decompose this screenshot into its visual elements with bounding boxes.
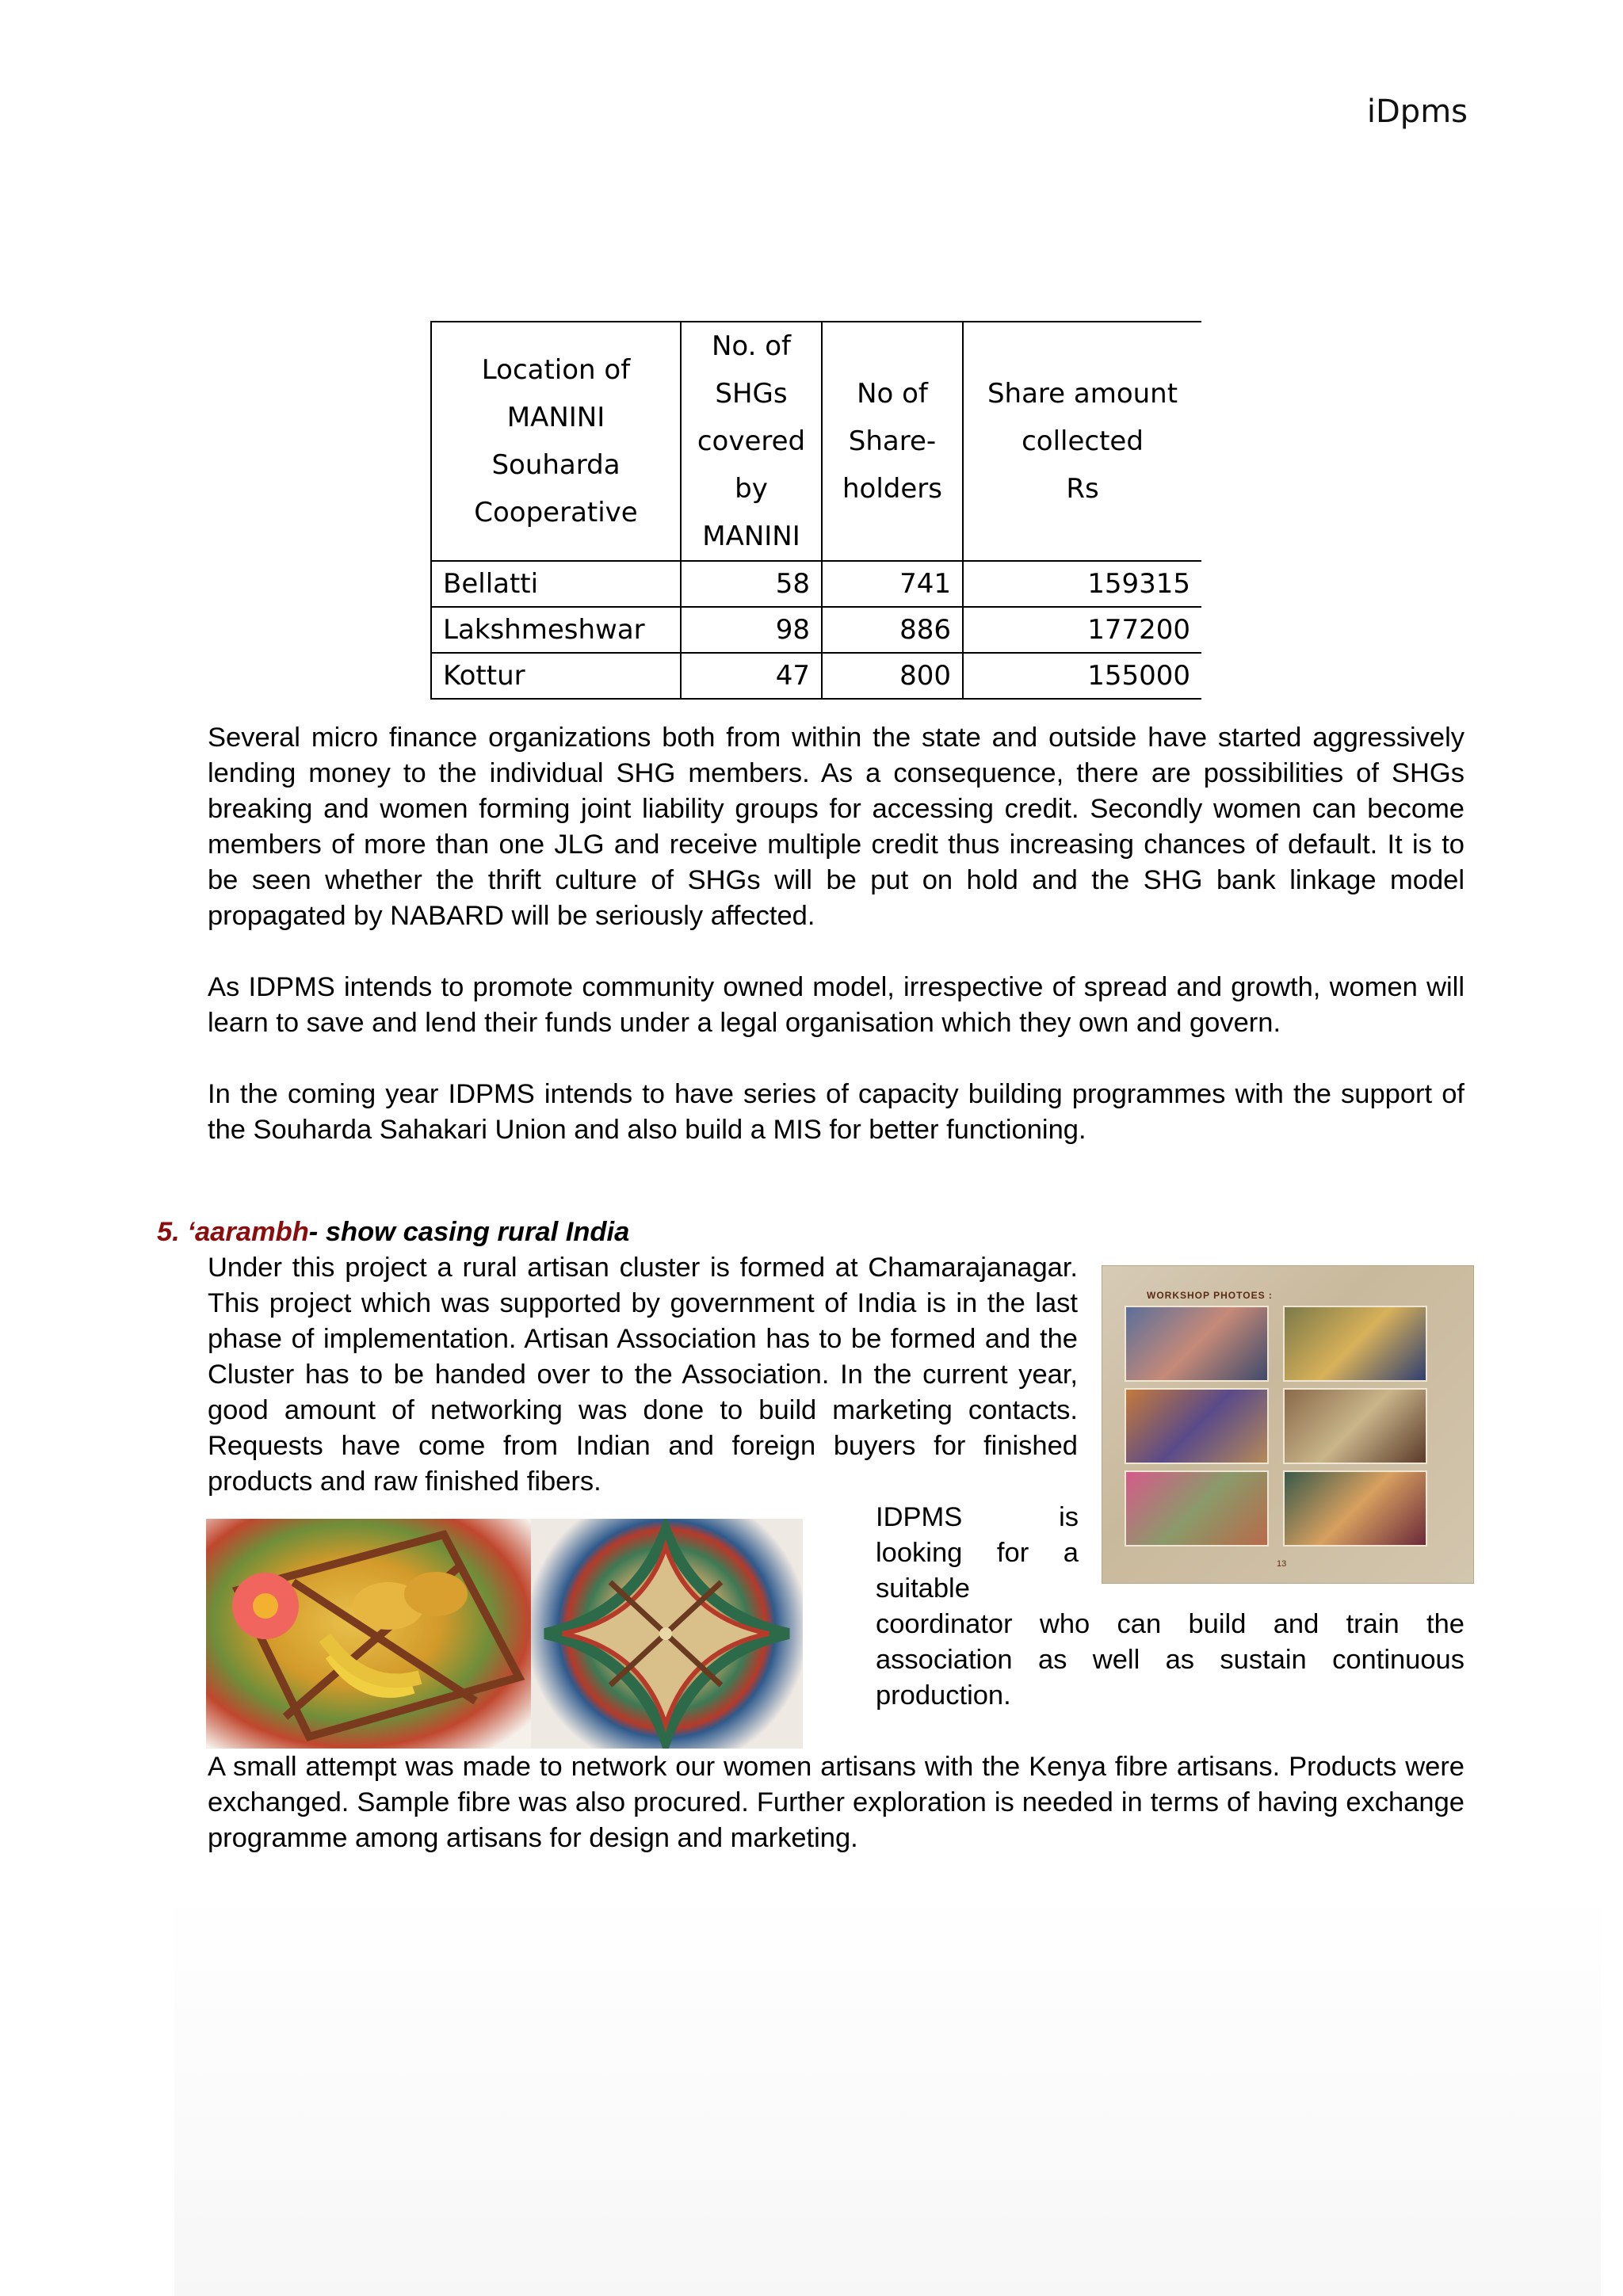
section-body-right: coordinator who can build and train the association as well as sustain continuous production. [876,1609,1465,1711]
workshop-thumb [1283,1306,1427,1382]
section-keyword: aarambh [194,1217,309,1247]
paragraph-microfinance: Several micro finance organizations both from within the state and outside have started aggressively lending money to the individual SHG members. As a consequence, there are possibilities of SHGs breaking and women forming joint liability groups for accessing credit. Secondly women can become members of more than one JLG and receive multiple credit thus increasing chances of default. It is to be seen whether the thrift culture of SHGs will be put on hold and the SHG bank linkage model propagated by NABARD will be seriously affected. [208,723,1465,931]
paragraph-community-model: As IDPMS intends to promote community owned model, irrespective of spread and growth, women will learn to save and lend their funds under a legal organisation which they own and govern. [208,972,1465,1038]
table-row [431,653,1201,699]
cell-amount: 155000 [963,653,1201,699]
header-location: Location of MANINI Souharda Cooperative [431,322,681,561]
fruit-basket-image [206,1519,531,1749]
workshop-title: WORKSHOP PHOTOES : [1147,1290,1273,1301]
workshop-thumb [1283,1470,1427,1547]
header-shgs: No. of SHGs covered by MANINI [681,322,822,561]
cell-amount: 177200 [963,607,1201,653]
cell-shgs: 58 [681,561,822,607]
collage-page-number: 13 [1277,1559,1287,1569]
section-body: Under this project a rural artisan cluster is formed at Chamarajanagar. This project which was supported by government of India is in the last phase of implementation. Artisan Association has to be formed and the Cluster has to be handed over to the Association. In the current year, good amount of networking was done to build marketing contacts. Requests have come from Indian and foreign buyers for finished products and raw finished fibers. [208,1253,1078,1497]
table-row [431,607,1201,653]
section-body-narrow: IDPMS is looking for a suitable [876,1502,1079,1604]
share-table [430,321,1201,700]
paragraph-coming-year: In the coming year IDPMS intends to have series of capacity building programmes with the support of the Souharda Sahakari Union and also build a MIS for better functioning. [208,1079,1465,1145]
cell-amount: 159315 [963,561,1201,607]
cell-location: Lakshmeshwar [431,607,681,653]
cell-shgs: 98 [681,607,822,653]
fibre-basket-photo [531,1519,803,1749]
section-title: - show casing rural India [308,1217,630,1247]
section-heading [157,1215,629,1250]
paragraph-kenya: A small attempt was made to network our women artisans with the Kenya fibre artisans. Products were exchanged. Sample fibre was also procured. Further exploration is needed in terms of having exchange programme among artisans for design and marketing. [208,1752,1465,1853]
workshop-thumb [1125,1470,1269,1547]
cell-location: Bellatti [431,561,681,607]
header-shareholders: No of Share- holders [822,322,963,561]
workshop-thumb [1283,1388,1427,1464]
header-share-amount: Share amount collected Rs [963,322,1201,561]
fibre-basket-image [531,1519,803,1749]
table-header-row [431,322,1201,561]
fruit-basket-photo [206,1519,531,1749]
cell-shareholders: 886 [822,607,963,653]
cell-shareholders: 741 [822,561,963,607]
cell-shareholders: 800 [822,653,963,699]
cell-shgs: 47 [681,653,822,699]
page-background [174,1886,1601,2296]
workshop-thumb [1125,1306,1269,1382]
cell-location: Kottur [431,653,681,699]
workshop-photo-collage [1102,1265,1474,1584]
header-brand: iDpms [1366,93,1468,130]
table-row [431,561,1201,607]
section-number: 5. ‘ [157,1217,195,1247]
workshop-thumb [1125,1388,1269,1464]
